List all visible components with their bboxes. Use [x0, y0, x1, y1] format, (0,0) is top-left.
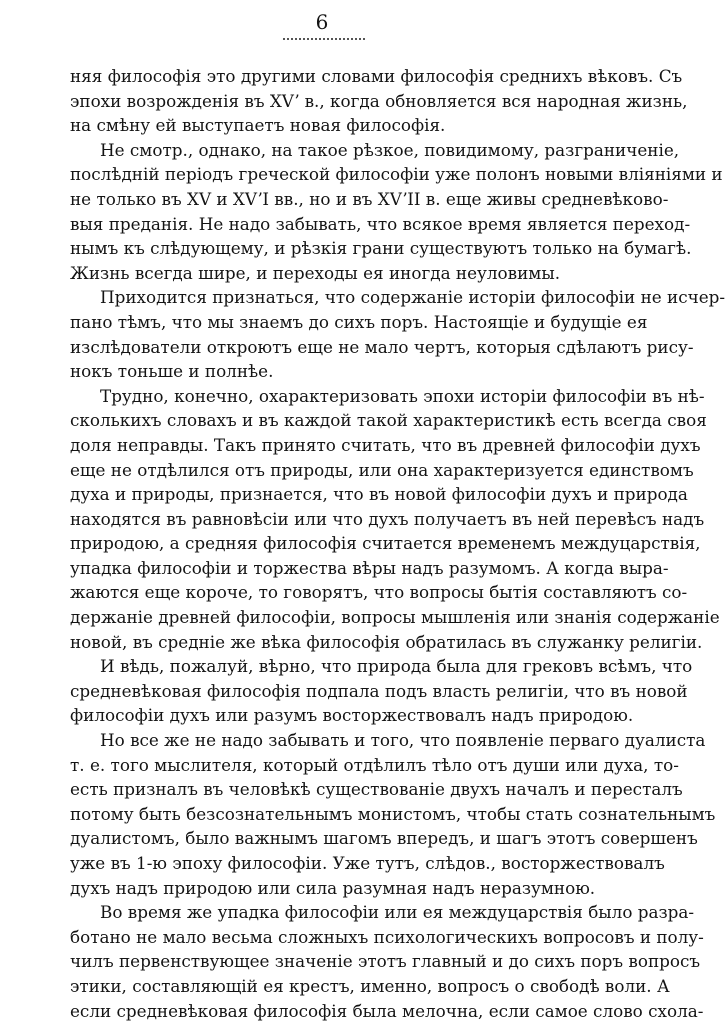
- text-line: Жизнь всегда шире, и переходы ея иногда неуловимы.: [70, 262, 561, 283]
- text-line: Не смотр., однако, на такое рѣзкое, повидимому, разграниченіе,: [100, 139, 680, 160]
- text-line: нокъ тоньше и полнѣе.: [70, 361, 274, 382]
- text-line: природою, а средняя философія считается временемъ междуцарствія,: [70, 533, 701, 554]
- text-line: чилъ первенствующее значеніе этотъ главный и до сихъ поръ вопросъ: [70, 951, 701, 972]
- text-line: средневѣковая философія подпала подъ власть религіи, что въ новой: [70, 680, 688, 701]
- text-line: Приходится признаться, что содержаніе исторіи философіи не исчер-: [100, 287, 725, 308]
- text-line: Во время же упадка философіи или ея междуцарствія было разра-: [100, 902, 695, 923]
- text-line: если средневѣковая философія была мелочна, если самое слово схола-: [70, 1000, 704, 1021]
- text-line: не только въ XV и XVʼI вв., но и въ XVʼII в. еще живы средневѣково-: [70, 188, 669, 209]
- text-line: пано тѣмъ, что мы знаемъ до сихъ поръ. Настоящіе и будущіе ея: [70, 311, 648, 332]
- text-line: Но все же не надо забывать и того, что появленіе перваго дуалиста: [100, 730, 706, 751]
- text-line: духъ надъ природою или сила разумная надъ неразумною.: [70, 877, 596, 898]
- text-line: уже въ 1-ю эпоху философіи. Уже тутъ, слѣдов., восторжествовалъ: [70, 853, 665, 873]
- body-text: [70, 64, 725, 1023]
- text-line: есть призналъ въ человѣкѣ существованіе двухъ началъ и пересталъ: [70, 779, 683, 800]
- page-number: 6: [315, 10, 329, 34]
- text-line: дуалистомъ, было важнымъ шагомъ впередъ, и шагъ этотъ совершенъ: [70, 828, 698, 849]
- text-line: нымъ къ слѣдующему, и рѣзкія грани существуютъ только на бумагѣ.: [70, 238, 692, 259]
- text-line: новой, въ средніе же вѣка философія обратилась въ служанку религіи.: [70, 631, 703, 652]
- header-rule: [283, 38, 365, 40]
- text-line: философіи духъ или разумъ восторжествовалъ надъ природою.: [70, 705, 634, 726]
- text-line: потому быть безсознательнымъ монистомъ, чтобы стать сознательнымъ: [70, 803, 716, 824]
- text-line: этики, составляющій ея крестъ, именно, вопросъ о свободѣ воли. А: [70, 975, 670, 996]
- text-line: находятся въ равновѣсіи или что духъ получаетъ въ ней перевѣсъ надъ: [70, 508, 705, 529]
- text-line: еще не отдѣлился отъ природы, или она характеризуется единствомъ: [70, 459, 694, 480]
- text-line: Трудно, конечно, охарактеризовать эпохи исторіи философіи въ нѣ-: [100, 385, 705, 406]
- text-line: т. е. того мыслителя, который отдѣлилъ тѣло отъ души или духа, то-: [70, 754, 679, 775]
- text-line: жаются еще короче, то говорятъ, что вопросы бытія составляютъ со-: [70, 582, 688, 603]
- text-line: доля неправды. Такъ принято считать, что въ древней философіи духъ: [70, 434, 701, 455]
- text-line: на смѣну ей выступаетъ новая философія.: [70, 115, 446, 136]
- text-line: И вѣдь, пожалуй, вѣрно, что природа была для грековъ всѣмъ, что: [100, 656, 693, 677]
- text-line: ботано не мало весьма сложныхъ психологическихъ вопросовъ и полу-: [70, 926, 704, 947]
- text-line: сколькихъ словахъ и въ каждой такой характеристикѣ есть всегда своя: [70, 410, 707, 431]
- text-line: послѣдній періодъ греческой философіи уже полонъ новыми вліяніями и: [70, 164, 723, 185]
- text-line: изслѣдователи откроютъ еще не мало чертъ, которыя сдѣлаютъ рису-: [70, 336, 694, 357]
- text-line: упадка философіи и торжества вѣры надъ разумомъ. А когда выра-: [70, 557, 669, 578]
- text-line: выя преданія. Не надо забывать, что всякое время является переход-: [70, 213, 691, 234]
- text-line: няя философія это другими словами философія среднихъ вѣковъ. Съ: [70, 66, 683, 86]
- text-line: духа и природы, признается, что въ новой философіи духъ и природа: [70, 484, 688, 505]
- text-line: держаніе древней философіи, вопросы мышленія или знанія содержаніе: [70, 607, 720, 628]
- text-line: эпохи возрожденія въ XVʼ в., когда обновляется вся народная жизнь,: [70, 90, 688, 111]
